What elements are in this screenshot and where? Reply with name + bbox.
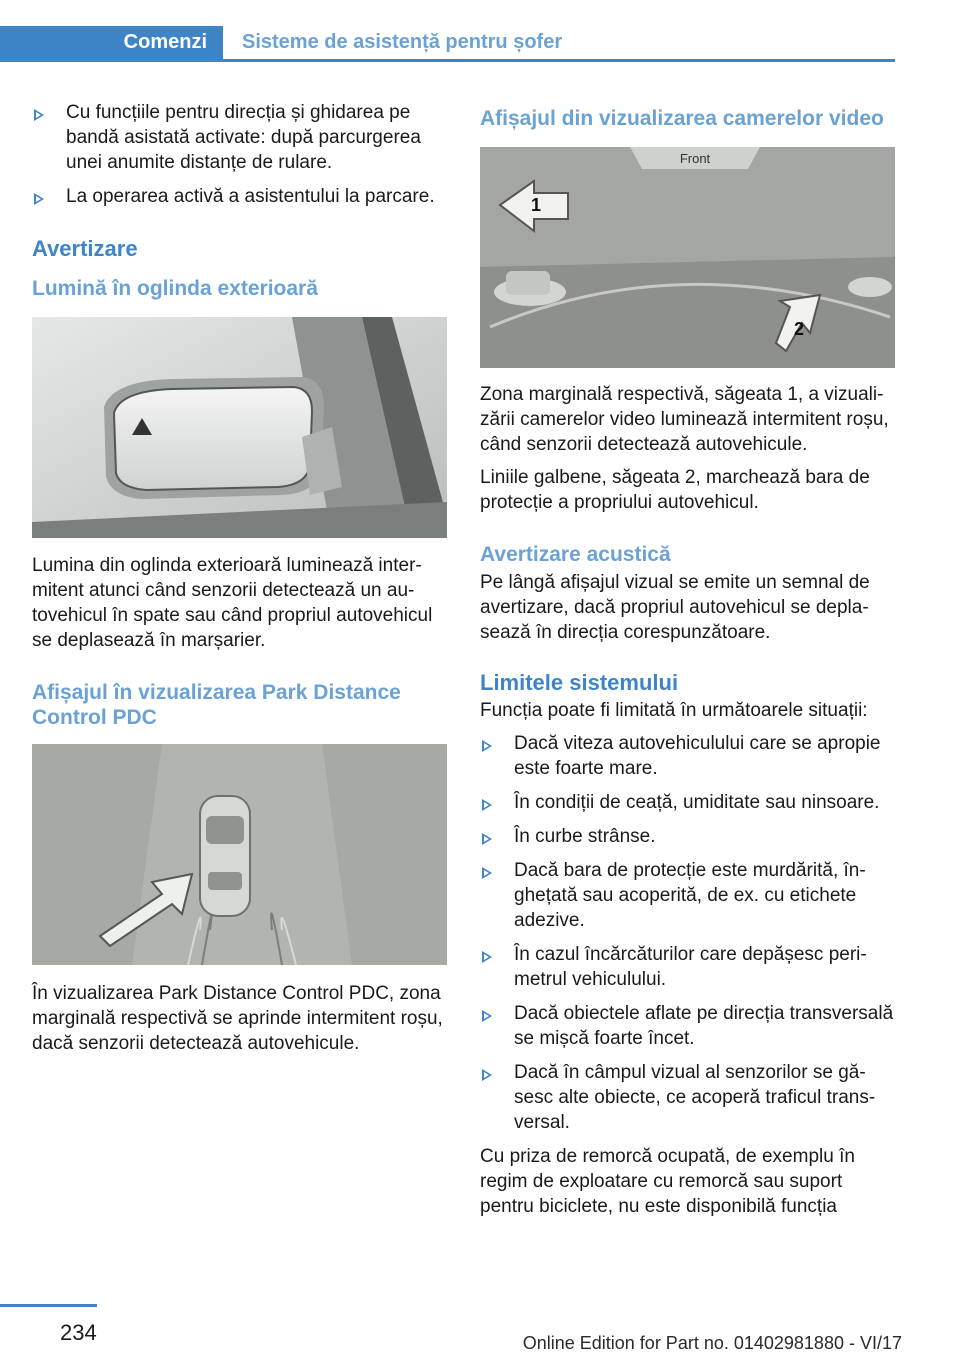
list-item: Dacă bara de protecție este murdărită, înghețată sau acoperită, de ex. cu etichete adezive. — [480, 858, 895, 933]
camera-illustration — [480, 147, 895, 368]
page-number: 234 — [60, 1320, 97, 1345]
list-item: Dacă viteza autovehiculului care se apropie este foarte mare. — [480, 731, 895, 781]
bullet-triangle-icon — [482, 833, 492, 845]
right-column — [480, 100, 895, 1219]
camera-caption-1: Zona marginală respectivă, săgeata 1, a vizualizării camerelor video luminează intermitent roșu, când senzorii detectează autovehicule. — [480, 384, 889, 455]
list-item: În curbe strânse. — [480, 824, 895, 849]
mirror-illustration — [32, 317, 447, 538]
page-header — [0, 0, 960, 62]
pdc-caption: În vizualizarea Park Distance Control PDC, zona marginală respectivă se aprinde intermitent roșu, dacă senzorii detectează autovehicule. — [32, 983, 443, 1054]
bullet-triangle-icon — [34, 193, 44, 205]
bullet-triangle-icon — [482, 1010, 492, 1022]
section-title[interactable]: Sisteme de asistență pentru șofer — [242, 31, 563, 53]
footer-rule — [0, 1304, 97, 1307]
bullet-triangle-icon — [482, 951, 492, 963]
list-item: Dacă în câmpul vizual al senzorilor se găsesc alte obiecte, ce acoperă traficul transversal. — [480, 1060, 895, 1135]
bullet-triangle-icon — [482, 799, 492, 811]
heading-pdc-display: Afișajul în vizualizarea Park Distance Control PDC — [32, 681, 401, 729]
bullet-triangle-icon — [482, 740, 492, 752]
bullet-triangle-icon — [482, 1069, 492, 1081]
pdc-figure — [32, 744, 447, 965]
camera-figure — [480, 147, 895, 368]
intro-bullet-list — [32, 100, 447, 209]
chapter-tab-label: Comenzi — [123, 31, 207, 53]
mirror-figure — [32, 317, 447, 538]
mirror-caption: Lumina din oglinda exterioară luminează intermitent atunci când senzorii detectează un autovehicul în spate sau când propriul autovehicul se deplasează în marșarier. — [32, 555, 433, 651]
heading-acoustic-warning: Avertizare acustică — [480, 543, 671, 566]
arrow-1-label: 1 — [530, 195, 542, 215]
list-item: Dacă obiectele aflate pe direcția transversală se mișcă foarte încet. — [480, 1001, 895, 1051]
header-rule — [0, 59, 895, 62]
front-label: Front — [679, 151, 711, 166]
heading-warning: Avertizare — [32, 236, 138, 261]
left-column — [32, 100, 447, 1056]
heading-system-limits: Limitele sistemului — [480, 670, 679, 695]
list-item: În condiții de ceață, umiditate sau ninsoare. — [480, 790, 895, 815]
list-item: Cu funcțiile pentru direcția și ghidarea pe bandă asistată activate: după parcurgerea unei anumite distanțe de rulare. — [32, 100, 447, 175]
edition-note: Online Edition for Part no. 01402981880 - VI/17 — [522, 1333, 902, 1353]
acoustic-text: Pe lângă afișajul vizual se emite un semnal de avertizare, dacă propriul autovehicul se deplasează în direcția corespunzătoare. — [480, 572, 870, 643]
bullet-triangle-icon — [482, 867, 492, 879]
closing-text: Cu priza de remorcă ocupată, de exemplu în regim de exploatare cu remorcă sau suport pentru biciclete, nu este disponibilă funcția — [480, 1146, 855, 1217]
list-item: La operarea activă a asistentului la parcare. — [32, 184, 447, 209]
heading-mirror-light: Lumină în oglinda exterioară — [32, 277, 318, 300]
camera-caption-2: Liniile galbene, săgeata 2, marchează bara de protecție a propriului autovehicul. — [480, 467, 870, 513]
pdc-illustration — [32, 744, 447, 965]
limits-bullet-list — [480, 731, 895, 1135]
list-item: În cazul încărcăturilor care depășesc perimetrul vehiculului. — [480, 942, 895, 992]
arrow-2-label: 2 — [793, 319, 805, 339]
chapter-tab[interactable] — [0, 26, 223, 60]
limits-intro: Funcția poate fi limitată în următoarele situații: — [480, 700, 868, 721]
bullet-triangle-icon — [34, 109, 44, 121]
heading-camera-display: Afișajul din vizualizarea camerelor video — [480, 107, 884, 130]
